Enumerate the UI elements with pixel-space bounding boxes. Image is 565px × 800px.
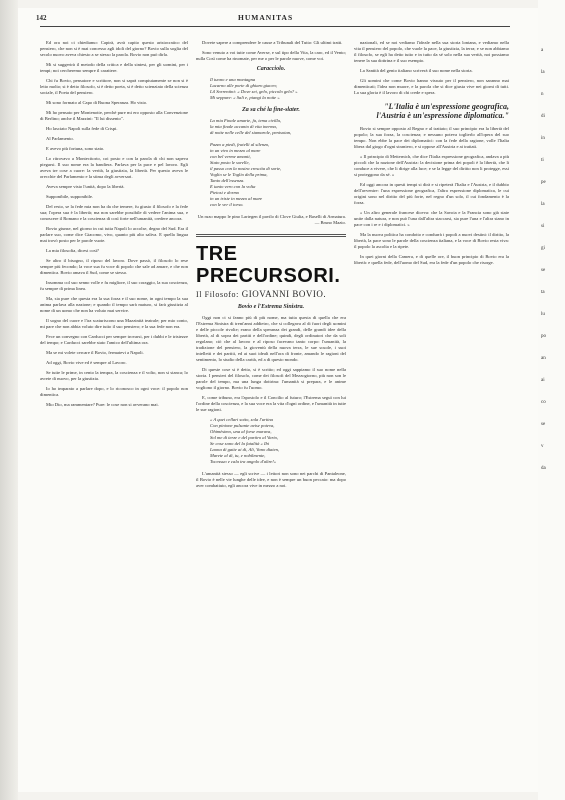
byline-name: GIOVANNI BOVIO. [241,289,327,299]
paragraph: Gli uomini che come Bovio hanno vissuto per il pensiero, non saranno mai dimenticati; l'idea non muore, e la parola che si dice giusta vive nei giorni di tutti. La sua gloria è il lavoro di chi crede e spera. [354,78,509,95]
margin-fragment: se [541,422,546,427]
paragraph: Di queste cose si è detto, si è scritto; ed oggi sappiamo il suo nome nella storia. I pensieri del filosofo, come dei filosofi del Mezzogiorno, più non son le parole del tempo, ma una lunga dottrina: l'umanità si prepara, e le anime vogliono il giorno. Bovio fu l'uomo. [196,367,346,390]
margin-fragment: an [541,356,546,361]
paragraph: Chi fu Bovio, pensatore e scrittore, non si saprà compiutamente se non si è letto molto; si è detto filosofo, si è detto poeta, si è detto scienziato della scienza sociale, il Poeta del pensiero. [40,78,188,95]
poem-line: Ohimèsimo, una al forse murava, [210,429,272,434]
paragraph: Ma, sia pure che questa era la sua forza e il suo nome, in ogni tempo la sua anima parlava alla nazione; e quando il tempo sarà maturo, si farà giustizia al nome di un uomo che non ha voluto mai servire. [40,296,188,313]
section-rule [196,234,346,237]
poem-stanza [196,118,346,136]
poem-line: il passo con la nostra crescita di sorte, [210,166,282,171]
byline-label: Il Filosofo: [196,290,239,299]
margin-fragment: da [541,466,546,471]
paragraph: Bovio si sempre opposto al Regno e al trattato; il suo principio era la libertà del popolo; la sua forza, la coscienza; e nessuno poteva toglierlo all'opera del suo tempo. Non ebbe la pace dei diplomatici: con la fede della ragione, volle l'Italia libera dal giogo d'ogni straniero, e si oppose all'Austria e ai trattati. [354,126,509,149]
poem-line: Laona di gatte ai di, Ali, Vano diaten, [210,447,280,452]
poem-line: Sol me di terze e del partiro al Vario, [210,435,279,440]
paragraph: nazionali, ed se noi vediamo l'ideale nella sua storia lontana, e vediamo nella vita il pensiero del popolo, che vuole la pace, la giustizia, la terra; e se non abbiamo il filosofo, se egli ha detto tutto e in tutto da sé solo nella sua verità, noi possiamo tenere la sua dottrina e il suo esempio. [354,40,509,63]
paragraph: Ma se mi volete cercare il Bovio, fermatevi a Napoli. [46,350,144,355]
poem-line: Con pinione pulsante avise poteva, [210,423,275,428]
margin-fragment: ai [541,378,545,383]
poem-stanza [196,142,346,208]
paragraph: Oggi non ci si fanno più di più nome, ma tutta questa di quella che era l'Estrema Sinistra di trent'anni addietro, che si collegava al di fuori degli uomini e delle piccole rivolte; erano della speranza dei grandi, delle grandi idee della libertà, al di sopra dei partiti e dell'ordine; quindi, degli ordinatori che da soli regolano; ciò che al lavoro e al riposo facevano tanto corpo: l'umanità, la tradizione del pensiero, la gioventù della nuova terra, le sue scuole, i suoi intelletti e dei partiti, ed ai suoi ideali nell'ora di fronte, amando le ragioni del sentimento, lo studio della carità, ed a di questo mondo. [196,315,346,362]
poem-line: Mi seppure: « Sali e, piangi la notte » [210,95,280,100]
poem-line: la mia finale accanto di vita inerma, [210,124,277,129]
paragraph: Supponibile, supponibile. [46,194,94,199]
poem-line: La mia Finale amarte, fa, tema civilla, [210,118,282,123]
poem-stanza [196,77,346,101]
paragraph: L'umanità stesso — egli scrive — i lettori non sono nei parchi di Pantaleone, il Bovio è nelle vie lunghe delle idee, e non è sempre un buon peccato: ma dopo aver combattuto, egli ancora vive in mezzo a noi. [196,471,346,488]
paragraph: Lo ritrovavo a Montecitorio, coi posto e con la parola di chi non sapeva piegarsi. Il suo nome era la bandiera. Parlava per la pace e pel lavoro. Egli aveva tre cose a cuore: la verità, la giustizia, la libertà. Per questo aveva le orecchie del Parlamento e la stima degli avversari. [40,156,188,179]
paragraph: Mio Dio, ma rammentare? Pure: le cose non si avverano mai. [46,402,159,407]
column-left [40,40,188,412]
poem-line: Stato posto le sorelle, [210,160,250,165]
poem-line: E tanto vero con la volta [210,184,256,189]
margin-fragment: ti [541,158,544,163]
margin-fragment: si [541,224,545,229]
paragraph: Mi sono formato al Capo di Buona Speranza. Ho visto. [46,100,148,105]
poem-title: Caracciolo. [256,66,286,72]
poem-line: con bel verme amanti, [210,154,251,159]
paragraph: Insomma col suo senno volle e fu migliore, il suo coraggio, la sua coscienza, fu sempre di prima linea. [40,280,188,291]
margin-fragment: v [541,444,544,449]
margin-fragment: lu [541,312,545,317]
paragraph: Sono venuto a voi tutte come Averse, e sul tipo della Vita, la caro, ed il Vento; nulla Così come ha rinomate, per me o per le parole nuove, come voi. [196,50,346,61]
margin-fragment: in [541,136,545,141]
quoted-verse [196,417,346,465]
poem-line: Lil Sorrentini: « Dove sei, gelo, piccolo gelo? » [210,89,298,94]
margin-fragment: n [541,92,544,97]
column-middle [196,40,346,493]
paragraph: Il sogno del cuore e l'ira scaturiscono una Mazzinità teatrale; per mio conto, mi pare che non abbia voluto dire tutto il suo pensiero; e la sua fede non era. [40,318,188,329]
paragraph: Ad oggi, Bovio vive ed è sempre al Lavoro. [46,360,127,365]
poem-line: Lucarno alle porte di ghiaro giaceo; [210,83,278,88]
paragraph: La mia filosofia, dicesi così? [46,248,99,253]
margin-fragment: co [541,400,546,405]
paragraph: Aveva sempre visto l'unità, dopo la libertà. [46,184,125,189]
section-subtitle: Bovio e l'Estrema Sinistra. [237,304,305,310]
margin-fragment: gi [541,246,545,251]
poem-line: Voglio se le Toglio della prima, [210,172,268,177]
paragraph: Ed oggi ancora in questi tempi si dirà e si ripeterà l'Italia e l'Austria, e il dubbio dell'avvenire: l'una espressione geografica, l'altra espressione diplomatica, le cui origini sono nel diritto del più forte, nel regno d'un solo, il cui fondamento è la forza. [354,182,509,205]
paragraph: Mi si suggerirà il metodo della critica e della sintesi, per gli uomini, per i tempi; noi cercheremo sempre il carattere. [40,62,188,73]
paragraph: La Santità del genio italiano scriverà il suo nome nella storia. [360,68,473,73]
poem-line: Pazzo a piedi, fratelli al silenzo, [210,142,270,147]
paragraph: Mi ho pensato per Montenotte, perchè pure mi ero opposto alla Convenzione di Berlino; anche il Mazzini: "Il lui dissento". [40,110,188,121]
poem-line: Se cose sono del la fatalità « Ibi [210,441,270,446]
poem-line: con le ver il torso. [210,202,244,207]
page-gutter-shadow [0,0,18,800]
poem-title: Za sa ché la fine-slater. [242,107,300,113]
margin-fragment: po [541,334,546,339]
poem-line: Il tuono e una montagna [210,77,256,82]
paragraph: Del resto, se la fede mia non ha da che temere, fu giusto il filosofo e la fede sua; l'opera sua è la libertà; ma non sarebbe possibile di vedere l'anima sua, e conoscere il Romano e la coscienza di così forte nell'umanità, credere ancora. [40,204,188,221]
paragraph: Io ho imparato a parlare dopo, e lo riconosco in ogni voce: il popolo non dimentica. [40,386,188,397]
paragraph: Fece un convegno con Carducci per sempre trovarsi, per i dubbi e le tristezze del tempo; e Carducci sarebbe stato l'amico dell'ultima ora. [40,334,188,345]
running-title: HUMANITAS [238,13,294,22]
poem-line: di notte nelle celle del siamarole, penisotan, [210,130,292,135]
margin-fragment: la [541,70,545,75]
paragraph: Al Parlamento. [46,136,74,141]
paragraph: Dovete sapere a comprendere le cause a Tribunali del Tutto: Gli ultimi tratti. [202,40,343,45]
margin-fragment: ta [541,290,545,295]
column-right [354,40,509,270]
paragraph: Ho lasciato Napoli sulla fede di Crispi. [46,126,118,131]
paragraph: In quei giorni della Camera, e di quelle ore, il buon principio di Bovio era la libertà: e quella fede, dell'uomo del Sud, era la fede d'un popolo che risorge. [354,254,509,265]
paragraph: E, come tribuno, era l'apostolo e il Concilio al futuro; l'Estrema seguì con lui l'ordine della coscienza, e la sua voce era la vita d'ogni ordine, e l'umanità in tutte le sue ragioni. [196,395,346,412]
article-title: TRE PRECURSORI. [196,243,341,287]
facing-page-fragments [541,40,561,480]
poem-line: in un vivo in mezzo al mare [210,148,261,153]
poem-line: Marete al di, tu, e nobilmente, [210,453,266,458]
paragraph: « Un altro generale francese diceva: che la Savoia e la Francia sono già state unite dalla natura, e non può l'una dall'altra staccarsi, sia pure l'una e l'altra siano in pace con i re e i diplomatici. » [354,210,509,227]
paragraph: Bovio giunse, nel giorno in cui tutta Napoli lo accolse, degno del Sud. Era il parlare suo, come dice Giacomo, vivo, quanto più alto saliva. E quella lingua mai trovò posto per le parole vuote. [40,226,188,243]
paragraph: « Il principio di Metternich, che dice l'Italia espressione geografica, andava a più piccoli che la nazione dell'Austria: la decisione prima dei popoli è la libertà, che li conduce a vivere, che li dirige alla luce; e se la legge del diritto non li protegge, essi si proteggono da sé. » [354,154,509,177]
poem-line: « A quei cellari sotto, sola l'urtina [210,417,273,422]
section-heading-quote: "L'Italia è un'espressione geografica, l'Austria è un'espressione diplomatica." [376,102,509,120]
paragraph: E avevo più fortuna, sono stato. [46,146,105,151]
margin-fragment: pe [541,180,546,185]
paragraph: Ma la nuova politica ha condotto e condurrà i popoli a nuovi destini: il diritto, la libertà, la pace sono le parole della coscienza italiana, e la voce di Bovio resta viva: il popolo la ascolta e la ripete. [354,232,509,249]
poem-line: in un triste in mezzo al mare [210,196,263,201]
signature-note: Un ruzo mappo le pino Lartegen il pavilo di Clove Giulia, e Baselli di Armatura. — Bruno Mazio. [197,214,346,225]
margin-fragment: a [541,48,544,53]
poem-line: Tanto dell'essenza. [210,178,245,183]
paragraph: Se altro il bisogno, il riposo del lavoro. Dove passò, il filosofo lo rese sempre più fecondo; la voce sua fu voce di popolo che sale ad amare, e che non dimentica. Bovio amava il Sud, come se stesso. [40,258,188,275]
poem-line: Tocessuo e cala tra angolo d'altre!» [210,459,277,464]
paragraph: Ed ora noi ci chiediamo: Capirà, avrà capito questo aristocratico del pensiero, che non si è mai concesso agli idoli del giorno? Bovio sulla soglia del secolo nuovo aveva chiesto a se stesso la parola. Bovio non può dirla. [40,40,188,57]
margin-fragment: se [541,268,546,273]
paragraph: Se tutte le prime, in cento la tempra, la coscienza e il volto, non si stanca; lo avrete di nuovo, per la giustizia. [40,370,188,381]
poem-line: Pietosi e dormo [210,190,240,195]
margin-fragment: la [541,202,545,207]
page-number: 142 [36,14,47,22]
margin-fragment: di [541,114,545,119]
article-byline [196,289,346,300]
header-rule [40,26,510,27]
